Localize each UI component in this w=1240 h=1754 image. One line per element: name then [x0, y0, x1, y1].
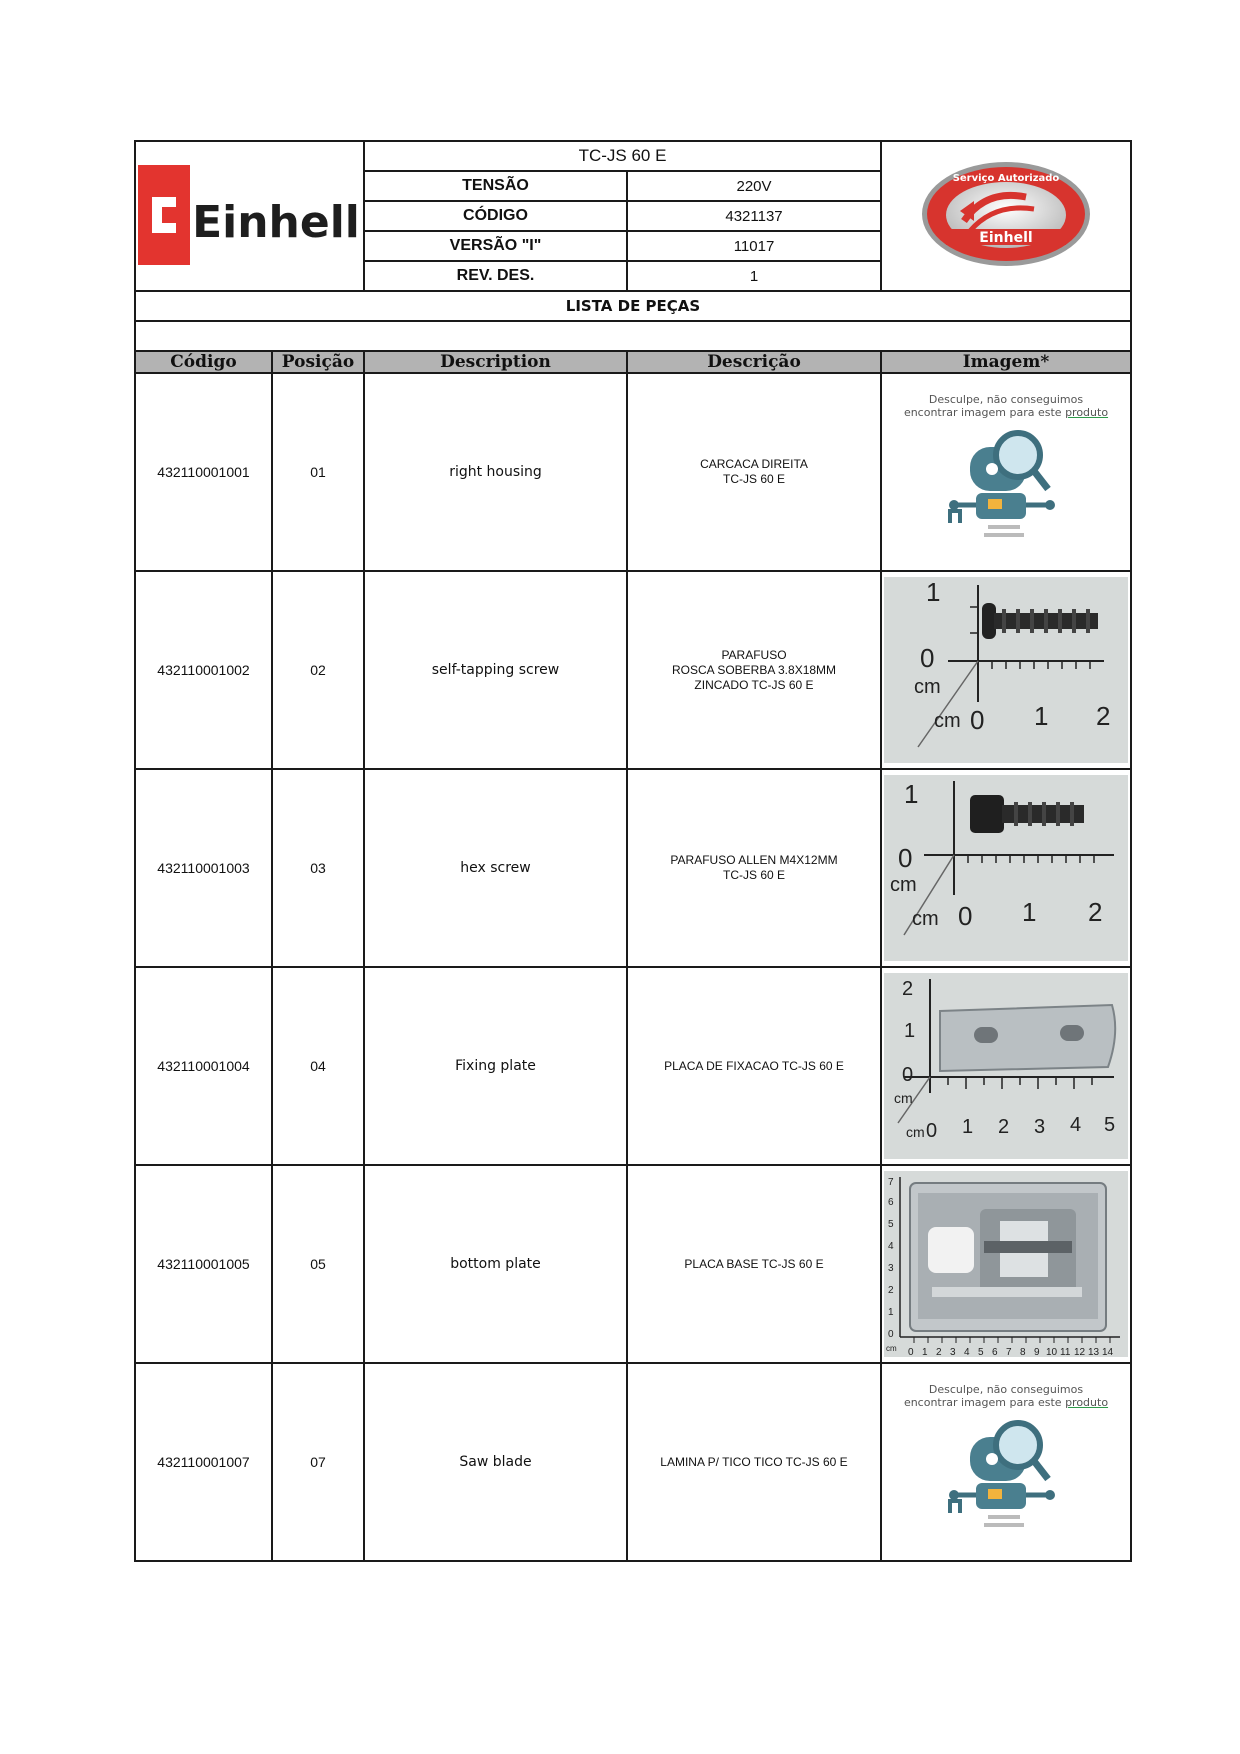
header-table: [134, 140, 1132, 352]
logo-red-block: [138, 165, 190, 265]
fixing-plate-photo: [884, 973, 1128, 1159]
svg-text:cm: cm: [934, 710, 961, 732]
svg-text:2: 2: [936, 1347, 942, 1357]
svg-text:0: 0: [920, 643, 935, 673]
svg-text:4: 4: [964, 1347, 970, 1357]
col-header-descricao: Descrição: [627, 351, 881, 373]
part-position: 07: [272, 1363, 364, 1561]
svg-text:7: 7: [888, 1177, 894, 1188]
part-description: bottom plate: [364, 1165, 627, 1363]
part-descricao: CARCACA DIREITA TC-JS 60 E: [627, 373, 881, 571]
part-description: self-tapping screw: [364, 571, 627, 769]
part-description: hex screw: [364, 769, 627, 967]
spacer-row: [135, 321, 1131, 351]
part-descricao: PARAFUSO ROSCA SOBERBA 3.8X18MM ZINCADO TC-JS 60 E: [627, 571, 881, 769]
table-row: [135, 967, 1131, 1165]
table-row: [135, 1363, 1131, 1561]
value-tensao: 220V: [627, 171, 881, 201]
hex-screw-photo: [884, 775, 1128, 961]
svg-text:1: 1: [904, 779, 919, 809]
badge-text: Serviço Autorizado: [952, 173, 1060, 184]
svg-text:cm: cm: [914, 676, 941, 698]
part-code: 432110001003: [135, 769, 272, 967]
parts-table: [134, 350, 1132, 1562]
part-photo: [881, 1165, 1131, 1363]
svg-text:cm: cm: [912, 908, 939, 930]
no-image-message: Desculpe, não conseguimos encontrar imagem para este produto: [903, 1382, 1109, 1409]
einhell-logo: [135, 141, 364, 291]
part-photo: [881, 571, 1131, 769]
model-name: TC-JS 60 E: [364, 141, 881, 171]
label-rev-des: REV. DES.: [364, 261, 627, 291]
part-descricao: PLACA BASE TC-JS 60 E: [627, 1165, 881, 1363]
table-row: [135, 769, 1131, 967]
svg-text:1: 1: [1022, 897, 1037, 927]
svg-text:1: 1: [926, 577, 941, 607]
label-codigo: CÓDIGO: [364, 201, 627, 231]
robot-magnifier-icon: [936, 419, 1076, 549]
table-row: [135, 1165, 1131, 1363]
svg-text:2: 2: [888, 1285, 894, 1296]
svg-text:0: 0: [908, 1347, 914, 1357]
svg-text:1: 1: [888, 1307, 894, 1318]
part-description: Fixing plate: [364, 967, 627, 1165]
part-position: 05: [272, 1165, 364, 1363]
bottom-plate-photo: [884, 1171, 1128, 1357]
logo-text: Einhell: [191, 197, 360, 248]
badge-brand: Einhell: [979, 230, 1033, 246]
part-position: 04: [272, 967, 364, 1165]
part-image-placeholder: [881, 373, 1131, 571]
svg-text:0: 0: [888, 1329, 894, 1340]
svg-text:2: 2: [1088, 897, 1103, 927]
tapping-screw-photo: [884, 577, 1128, 763]
svg-text:10: 10: [1046, 1347, 1058, 1357]
svg-text:0: 0: [898, 843, 913, 873]
value-codigo: 4321137: [627, 201, 881, 231]
page-title: LISTA DE PEÇAS: [135, 291, 1131, 321]
svg-text:0: 0: [902, 1064, 914, 1086]
svg-text:6: 6: [992, 1347, 998, 1357]
value-rev-des: 1: [627, 261, 881, 291]
part-image-placeholder: [881, 1363, 1131, 1561]
part-position: 02: [272, 571, 364, 769]
svg-text:9: 9: [1034, 1347, 1040, 1357]
col-header-imagem: Imagem*: [881, 351, 1131, 373]
svg-text:6: 6: [888, 1197, 894, 1208]
part-code: 432110001007: [135, 1363, 272, 1561]
part-descricao: LAMINA P/ TICO TICO TC-JS 60 E: [627, 1363, 881, 1561]
svg-text:4: 4: [888, 1241, 894, 1252]
part-photo: [881, 769, 1131, 967]
svg-text:3: 3: [950, 1347, 956, 1357]
svg-text:1: 1: [922, 1347, 928, 1357]
part-photo: [881, 967, 1131, 1165]
svg-text:11: 11: [1060, 1347, 1071, 1357]
part-position: 01: [272, 373, 364, 571]
svg-text:7: 7: [1006, 1347, 1012, 1357]
svg-text:1: 1: [1034, 701, 1049, 731]
svg-text:5: 5: [978, 1347, 984, 1357]
col-header-codigo: Código: [135, 351, 272, 373]
part-code: 432110001004: [135, 967, 272, 1165]
svg-text:3: 3: [888, 1263, 894, 1274]
svg-text:13: 13: [1088, 1347, 1100, 1357]
svg-text:1: 1: [904, 1020, 916, 1042]
svg-text:0: 0: [970, 705, 985, 735]
svg-text:3: 3: [1034, 1116, 1046, 1138]
label-versao: VERSÃO "I": [364, 231, 627, 261]
svg-text:4: 4: [1070, 1114, 1082, 1136]
table-row: [135, 373, 1131, 571]
svg-text:8: 8: [1020, 1347, 1026, 1357]
svg-text:5: 5: [1104, 1114, 1116, 1136]
part-code: 432110001005: [135, 1165, 272, 1363]
col-header-posicao: Posição: [272, 351, 364, 373]
part-descricao: PARAFUSO ALLEN M4X12MM TC-JS 60 E: [627, 769, 881, 967]
part-position: 03: [272, 769, 364, 967]
svg-text:cm: cm: [890, 874, 917, 896]
svg-text:2: 2: [998, 1116, 1010, 1138]
svg-text:0: 0: [926, 1120, 938, 1142]
svg-text:1: 1: [962, 1116, 974, 1138]
svg-text:14: 14: [1102, 1347, 1114, 1357]
parts-sheet: [134, 140, 1130, 1562]
svg-text:12: 12: [1074, 1347, 1086, 1357]
part-descricao: PLACA DE FIXACAO TC-JS 60 E: [627, 967, 881, 1165]
svg-text:cm: cm: [894, 1090, 913, 1106]
svg-text:cm: cm: [906, 1124, 925, 1140]
part-code: 432110001001: [135, 373, 272, 571]
part-description: Saw blade: [364, 1363, 627, 1561]
svg-text:0: 0: [958, 901, 973, 931]
authorized-service-badge: [881, 141, 1131, 291]
table-row: [135, 571, 1131, 769]
no-image-message: Desculpe, não conseguimos encontrar imagem para este produto: [903, 392, 1109, 419]
svg-text:2: 2: [1096, 701, 1111, 731]
robot-magnifier-icon: [936, 1409, 1076, 1539]
part-code: 432110001002: [135, 571, 272, 769]
svg-text:2: 2: [902, 978, 914, 1000]
svg-text:cm: cm: [886, 1344, 897, 1353]
svg-text:5: 5: [888, 1219, 894, 1230]
part-description: right housing: [364, 373, 627, 571]
value-versao: 11017: [627, 231, 881, 261]
label-tensao: TENSÃO: [364, 171, 627, 201]
col-header-description: Description: [364, 351, 627, 373]
